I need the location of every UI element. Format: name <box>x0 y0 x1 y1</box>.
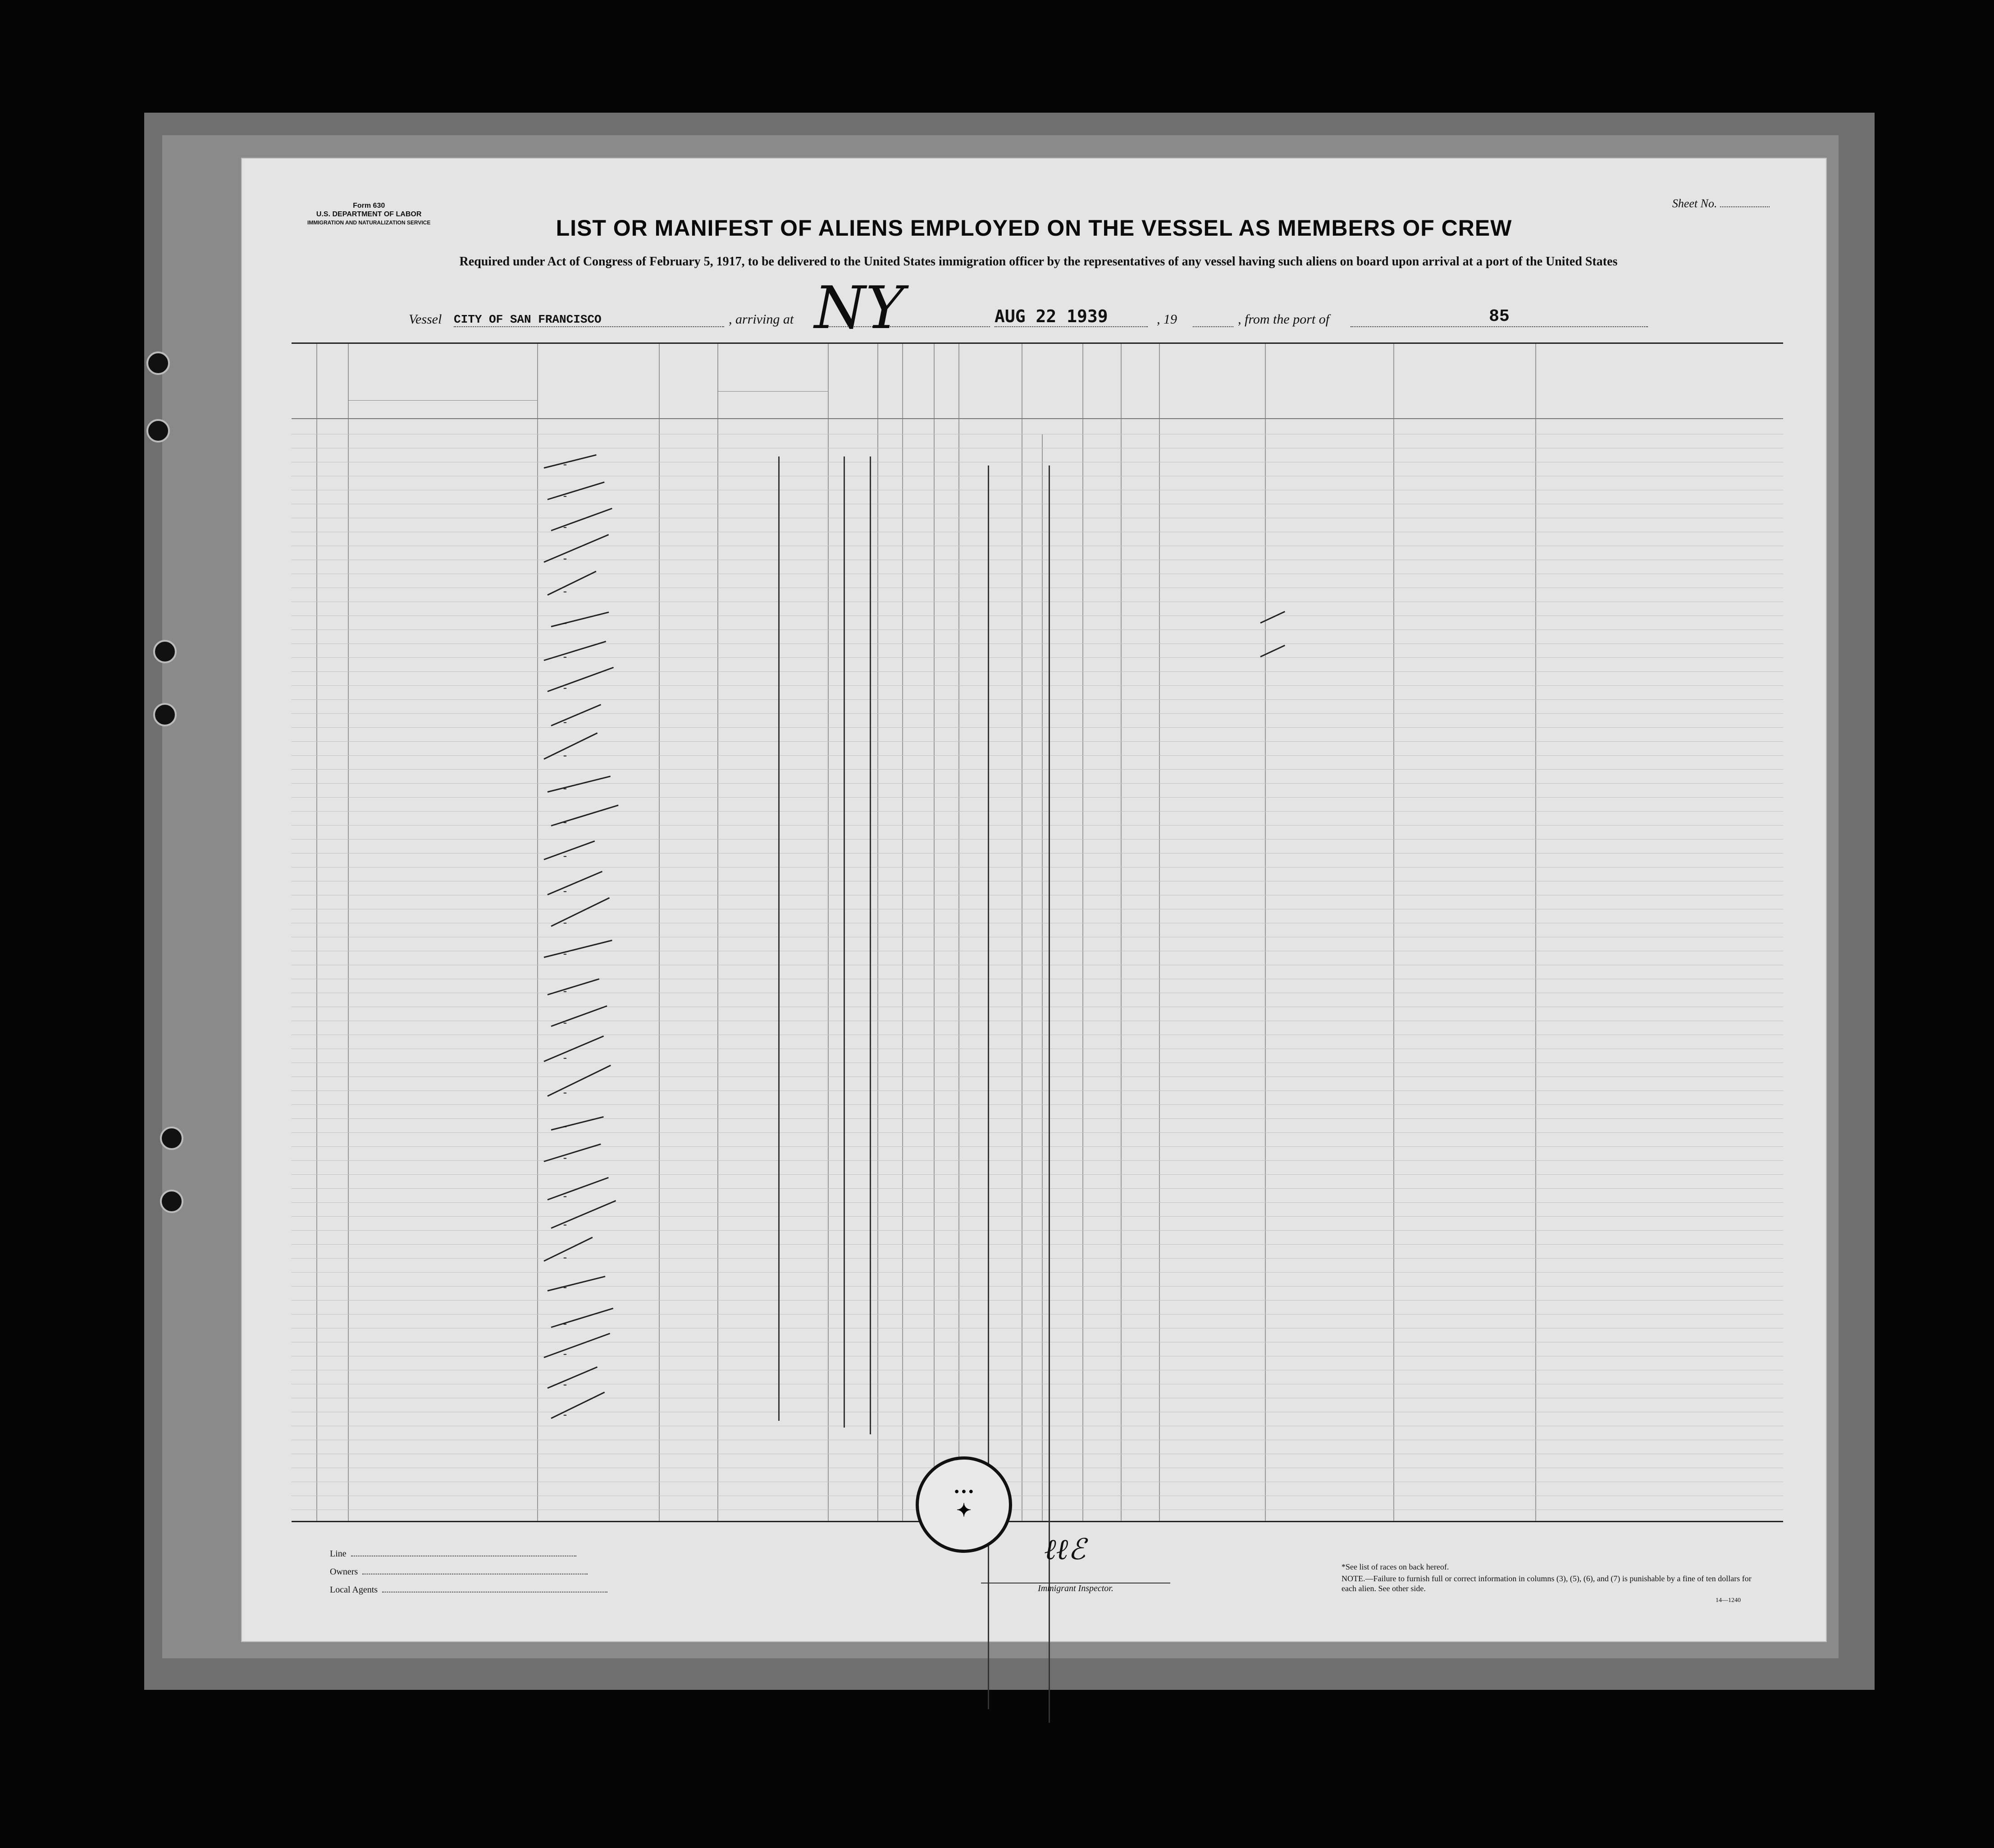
column-rule <box>828 344 829 1522</box>
ruling-line <box>292 643 1783 644</box>
service-tick-mark <box>548 481 605 500</box>
line-label: Line <box>330 1549 347 1559</box>
ruling-line <box>292 713 1783 714</box>
year-label: , 19 <box>1157 312 1177 327</box>
service-dash: - <box>562 1219 568 1231</box>
column-rule <box>659 344 660 1522</box>
ruling-line <box>292 1202 1783 1203</box>
binder-hole <box>160 1127 183 1150</box>
sheet-label: Sheet No. <box>1672 197 1717 210</box>
ruling-line <box>292 811 1783 812</box>
service-tick-mark <box>547 667 614 692</box>
service-tick-mark <box>547 571 596 596</box>
ruling-line <box>292 797 1783 798</box>
ruling-line <box>292 1244 1783 1245</box>
header-rule <box>292 418 1783 419</box>
remark-tick-mark <box>1260 645 1285 657</box>
vessel-label: Vessel <box>409 312 442 327</box>
service-dash: - <box>562 1191 568 1203</box>
arriving-label: , arriving at <box>729 312 794 327</box>
column-rule <box>1535 344 1536 1522</box>
ruling-line <box>292 1188 1783 1189</box>
service-dash: - <box>562 917 568 929</box>
ruling-line <box>292 1160 1783 1161</box>
ruling-line <box>292 1118 1783 1119</box>
binder-hole <box>160 1190 183 1213</box>
document-title: LIST OR MANIFEST OF ALIENS EMPLOYED ON THE VESSEL AS MEMBERS OF CREW <box>556 215 1512 241</box>
service-tick-mark <box>543 534 609 563</box>
owners-field <box>330 1567 588 1577</box>
penalty-note: NOTE.—Failure to furnish full or correct information in columns (3), (5), (6), and (7) is punishable by a fine of ten dollars for each alien. See other side. <box>1342 1574 1752 1593</box>
service-dash: - <box>562 1087 568 1099</box>
service-dash: - <box>562 491 568 502</box>
column-rule <box>1393 344 1394 1522</box>
service-dash: - <box>562 586 568 598</box>
ruling-line <box>292 1104 1783 1105</box>
manifest-page <box>241 158 1827 1642</box>
ruling-line <box>292 699 1783 700</box>
service-dash: - <box>562 652 568 663</box>
column-rule <box>316 344 317 1522</box>
bottom-rule <box>292 1521 1783 1522</box>
service-dash: - <box>562 1282 568 1294</box>
service-tick-mark <box>547 1065 611 1097</box>
service-tick-mark <box>551 1005 607 1027</box>
service-tick-mark <box>551 704 601 726</box>
service-dash: - <box>562 1053 568 1064</box>
service-dash: - <box>562 1319 568 1330</box>
inspector-label: Immigrant Inspector. <box>981 1583 1170 1594</box>
service-dash: - <box>562 1153 568 1164</box>
service-tick-mark <box>544 454 597 469</box>
binder-hole <box>153 640 177 663</box>
form-code: 14—1240 <box>1716 1597 1741 1604</box>
service-tick-mark <box>551 1200 616 1229</box>
service-dash: - <box>562 1410 568 1421</box>
column-rule <box>1121 344 1122 1522</box>
ruling-line <box>292 1230 1783 1231</box>
stamp-ring-text: ● ● ● <box>954 1487 974 1496</box>
column-rule <box>717 344 718 1522</box>
service-tick-mark <box>547 871 602 895</box>
ruling-line <box>292 769 1783 770</box>
service-tick-mark <box>543 840 595 860</box>
ruling-line <box>292 741 1783 742</box>
from-port-label: , from the port of <box>1238 312 1330 327</box>
service-dash: - <box>562 949 568 960</box>
race-footnote: *See list of races on back hereof. <box>1342 1562 1449 1571</box>
service-tick-mark <box>548 776 611 793</box>
agents-label: Local Agents <box>330 1585 378 1595</box>
service-dash: - <box>562 1379 568 1391</box>
line-field <box>330 1549 576 1559</box>
department: U.S. DEPARTMENT OF LABOR <box>316 210 422 218</box>
ruling-line <box>292 1132 1783 1133</box>
service-tick-mark <box>551 1308 614 1328</box>
service-dash: - <box>562 522 568 534</box>
column-rule <box>1082 344 1083 1522</box>
vessel-line <box>242 274 1826 342</box>
owners-label: Owners <box>330 1567 358 1577</box>
service-dash: - <box>562 1252 568 1264</box>
ruling-line <box>292 825 1783 826</box>
vessel-name: CITY OF SAN FRANCISCO <box>454 313 724 327</box>
service-tick-mark <box>544 940 612 958</box>
ruling-line <box>292 783 1783 784</box>
service-tick-mark <box>551 1392 605 1419</box>
column-rule <box>958 344 959 1522</box>
service-dash: - <box>562 851 568 862</box>
form-number: Form 630 <box>353 202 385 210</box>
ruling-line <box>292 657 1783 658</box>
sheet-number-blank <box>1720 206 1770 207</box>
column-rule <box>902 344 903 1522</box>
service-dash: - <box>562 618 568 630</box>
column-rule <box>1159 344 1160 1522</box>
service-tick-mark <box>543 1333 610 1358</box>
column-rule <box>877 344 878 1522</box>
service-dash: - <box>562 459 568 471</box>
service-dash: - <box>562 1121 568 1133</box>
arriving-port-handwritten: NY <box>814 274 904 342</box>
name-subrule <box>348 400 537 401</box>
stamp-center: ✦ <box>956 1501 972 1520</box>
ruling-line <box>292 1216 1783 1217</box>
service-tick-mark <box>548 1276 606 1291</box>
ruling-line <box>292 755 1783 756</box>
document-subtitle: Required under Act of Congress of February 5, 1917, to be delivered to the United States immigration officer by the representatives of any vessel having such aliens on board upon arrival at a port of the United States <box>459 255 1618 269</box>
crew-table <box>292 342 1783 1522</box>
service-dash: - <box>562 817 568 829</box>
column-rule <box>348 344 349 1522</box>
ditto-pencil-line <box>844 456 845 1428</box>
agents-field <box>330 1585 607 1595</box>
service-tick-mark <box>551 804 619 826</box>
year-blank <box>1193 326 1233 327</box>
ruling-line <box>292 1174 1783 1175</box>
service-dash: - <box>562 986 568 998</box>
remark-tick-mark <box>1260 611 1285 624</box>
binder-hole <box>153 703 177 726</box>
service-dash: - <box>562 886 568 898</box>
from-port-value: 85 <box>1351 307 1648 327</box>
ruling-line <box>292 1258 1783 1259</box>
arrival-date-stamp: AUG 22 1939 <box>995 306 1148 327</box>
ditto-pencil-line <box>870 456 871 1434</box>
service-tick-mark <box>551 611 609 627</box>
service-dash: - <box>562 1349 568 1360</box>
port-stamp <box>916 1456 1012 1553</box>
inspector-signature: ℓℓℰ <box>1044 1533 1086 1566</box>
service-dash: - <box>562 750 568 762</box>
service-dash: - <box>562 683 568 694</box>
sheet-number <box>1672 197 1770 210</box>
binder-hole <box>146 419 170 443</box>
column-rule <box>1042 434 1043 1522</box>
service-dash: - <box>562 553 568 565</box>
ditto-pencil-line <box>778 456 780 1421</box>
column-rule <box>934 344 935 1522</box>
binder-hole <box>146 351 170 375</box>
shipped-subrule <box>717 391 828 392</box>
ruling-line <box>292 1146 1783 1147</box>
column-rule <box>537 344 538 1522</box>
column-rule <box>1265 344 1266 1522</box>
service-tick-mark <box>551 897 610 927</box>
ruling-line <box>292 727 1783 728</box>
ruling-line <box>292 685 1783 686</box>
ruling-line <box>292 1272 1783 1273</box>
service: IMMIGRATION AND NATURALIZATION SERVICE <box>307 219 431 226</box>
service-dash: - <box>562 1018 568 1029</box>
ruling-line <box>292 1286 1783 1287</box>
service-dash: - <box>562 717 568 729</box>
service-dash: - <box>562 783 568 795</box>
ruling-line <box>292 839 1783 840</box>
ruling-line <box>292 671 1783 672</box>
service-tick-mark <box>551 508 612 531</box>
